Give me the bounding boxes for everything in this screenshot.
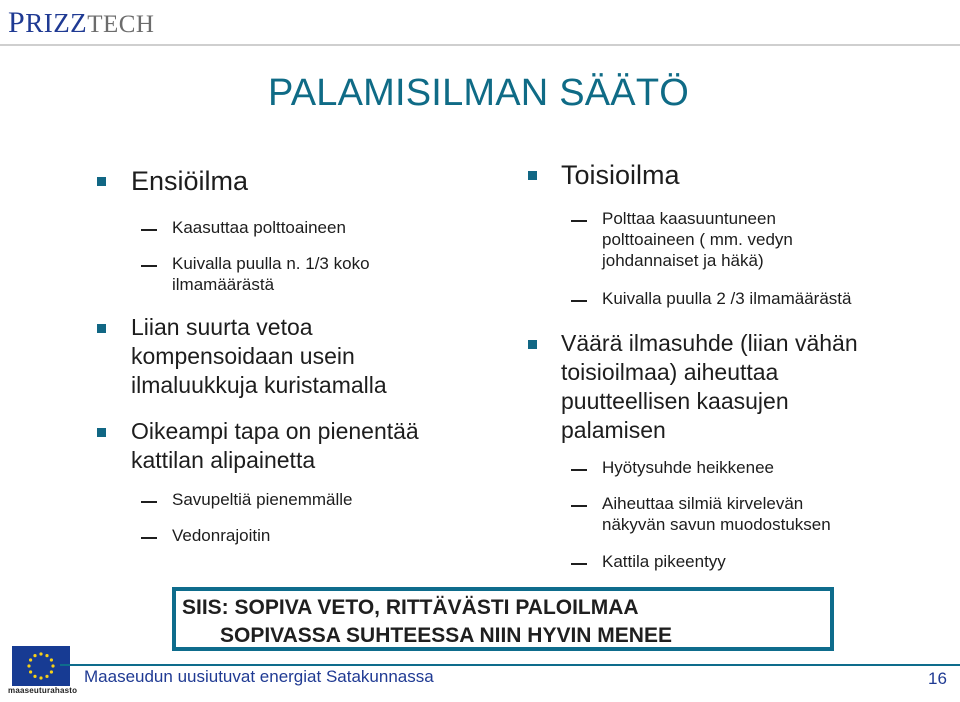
logo-tech: TECH [87, 11, 155, 38]
right-sub4 [602, 493, 831, 535]
header-divider [0, 44, 960, 46]
right-bullet2-line1: Väärä ilmasuhde (liian vähän [561, 330, 858, 356]
left-bullet2-line3: ilmaluukkuja kuristamalla [131, 372, 387, 398]
left-sub2 [172, 253, 370, 295]
right-sub1-line1: Polttaa kaasuuntuneen [602, 209, 776, 228]
left-bullet2-line2: kompensoidaan usein [131, 343, 355, 369]
dash-icon [571, 505, 587, 507]
left-bullet3 [131, 417, 419, 475]
conclusion-line2: SOPIVASSA SUHTEESSA NIIN HYVIN MENEE [220, 624, 672, 647]
page-title: PALAMISILMAN SÄÄTÖ [268, 72, 690, 114]
bullet-square-icon [528, 171, 537, 180]
conclusion-line1: SIIS: SOPIVA VETO, RITTÄVÄSTI PALOILMAA [182, 596, 639, 619]
left-heading: Ensiöilma [131, 166, 249, 196]
dash-icon [141, 501, 157, 503]
left-sub1: Kaasuttaa polttoaineen [172, 218, 346, 237]
page-number: 16 [928, 669, 947, 688]
dash-icon [141, 229, 157, 231]
left-sub2-line2: ilmamäärästä [172, 275, 275, 294]
left-sub2-line1: Kuivalla puulla n. 1/3 koko [172, 254, 370, 273]
left-bullet2-line1: Liian suurta vetoa [131, 314, 313, 340]
eu-label: maaseuturahasto [8, 686, 78, 695]
right-sub4-line2: näkyvän savun muodostuksen [602, 515, 831, 534]
left-sub3: Savupeltiä pienemmälle [172, 490, 353, 509]
eu-flag-icon [12, 646, 70, 686]
left-bullet3-line2: kattilan alipainetta [131, 447, 316, 473]
footer-text: Maaseudun uusiutuvat energiat Satakunnassa [84, 667, 434, 686]
right-sub3: Hyötysuhde heikkenee [602, 458, 775, 477]
right-sub1 [602, 208, 793, 271]
right-sub2: Kuivalla puulla 2 /3 ilmamäärästä [602, 289, 852, 308]
dash-icon [571, 563, 587, 565]
logo-mid: RIZZ [25, 8, 88, 38]
right-heading: Toisioilma [561, 160, 680, 190]
footer-divider [60, 664, 960, 666]
right-sub1-line2: polttoaineen ( mm. vedyn [602, 230, 793, 249]
dash-icon [141, 265, 157, 267]
right-bullet2 [561, 329, 858, 445]
right-bullet2-line3: puutteellisen kaasujen [561, 388, 789, 414]
bullet-square-icon [97, 324, 106, 333]
left-bullet2 [131, 313, 387, 400]
bullet-square-icon [97, 428, 106, 437]
prizztech-logo [8, 6, 154, 40]
dash-icon [571, 469, 587, 471]
eu-stars-icon [12, 646, 70, 686]
right-bullet2-line2: toisioilmaa) aiheuttaa [561, 359, 779, 385]
right-sub4-line1: Aiheuttaa silmiä kirvelevän [602, 494, 804, 513]
logo-first-letter: P [8, 6, 26, 39]
left-sub4: Vedonrajoitin [172, 526, 271, 545]
dash-icon [571, 300, 587, 302]
bullet-square-icon [97, 177, 106, 186]
dash-icon [141, 537, 157, 539]
right-sub5: Kattila pikeentyy [602, 552, 726, 571]
right-sub1-line3: johdannaiset ja häkä) [602, 251, 764, 270]
left-bullet3-line1: Oikeampi tapa on pienentää [131, 418, 419, 444]
bullet-square-icon [528, 340, 537, 349]
right-bullet2-line4: palamisen [561, 417, 666, 443]
dash-icon [571, 220, 587, 222]
